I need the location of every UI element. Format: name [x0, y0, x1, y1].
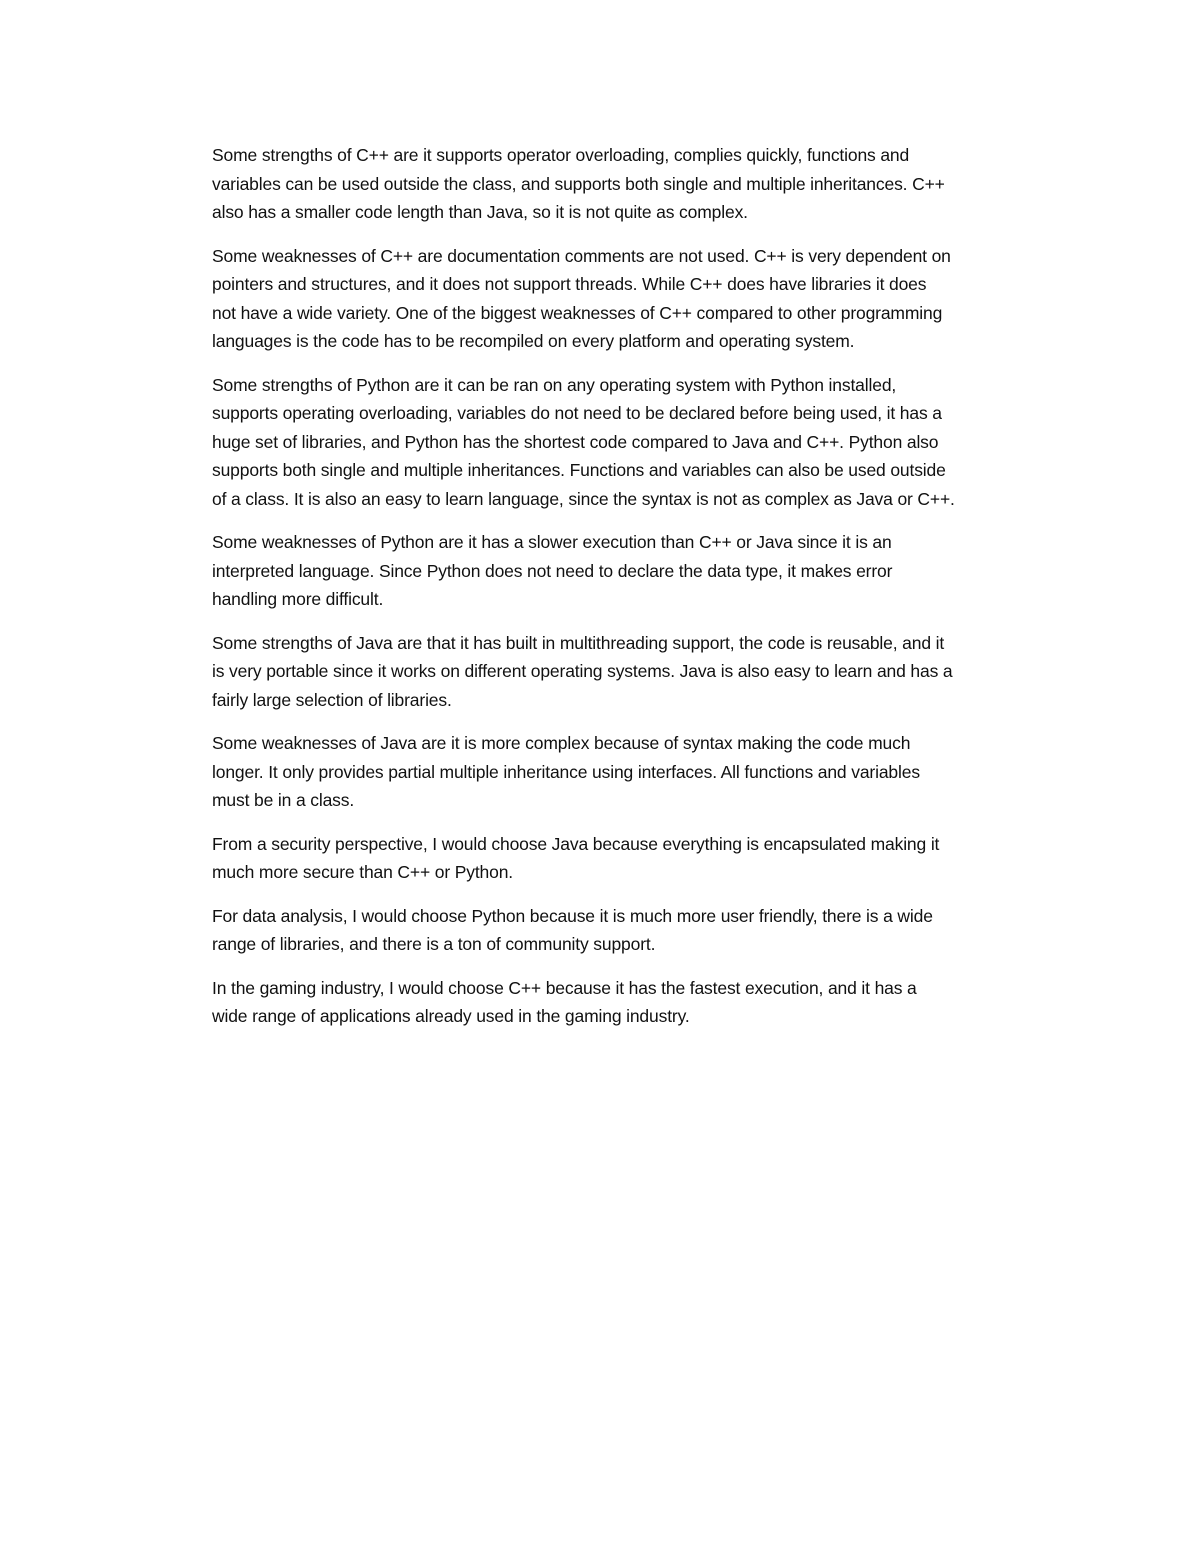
text-line: is very portable since it works on different operating systems. Java is also easy to learn and has a: [212, 661, 953, 681]
text-line: not have a wide variety. One of the biggest weaknesses of C++ compared to other programming: [212, 302, 943, 323]
text-line: Some strengths of C++ are it supports operator overloading, complies quickly, functions and: [212, 145, 910, 165]
paragraph-java-weaknesses: [212, 729, 1062, 815]
text-line: handling more difficult.: [212, 589, 384, 609]
text-line: Some strengths of Java are that it has built in multithreading support, the code is reusable, and it: [212, 632, 945, 653]
text-line: much more secure than C++ or Python.: [212, 862, 514, 882]
paragraph-python-strengths: [212, 371, 1062, 514]
text-line: Some weaknesses of C++ are documentation comments are not used. C++ is very dependent on: [212, 245, 951, 266]
text-line: wide range of applications already used in the gaming industry.: [212, 1006, 690, 1026]
text-line: Some strengths of Python are it can be ran on any operating system with Python installed,: [212, 374, 897, 395]
text-line: range of libraries, and there is a ton of community support.: [212, 934, 656, 954]
text-line: interpreted language. Since Python does not need to declare the data type, it makes error: [212, 560, 893, 581]
text-line: From a security perspective, I would choose Java because everything is encapsulated making it: [212, 833, 940, 854]
paragraph-python-weaknesses: [212, 528, 1062, 614]
paragraph-cpp-strengths: [212, 141, 1062, 227]
text-line: must be in a class.: [212, 790, 355, 810]
paragraph-data-analysis-choice: [212, 902, 1062, 959]
document-body: [212, 141, 1062, 1046]
paragraph-security-choice: [212, 830, 1062, 887]
text-line: In the gaming industry, I would choose C++ because it has the fastest execution, and it has a: [212, 977, 917, 998]
paragraph-java-strengths: [212, 629, 1062, 715]
text-line: variables can be used outside the class, and supports both single and multiple inheritances. C++: [212, 173, 945, 194]
text-line: also has a smaller code length than Java, so it is not quite as complex.: [212, 202, 748, 222]
text-line: supports both single and multiple inheritances. Functions and variables can also be used outside: [212, 460, 946, 480]
text-line: huge set of libraries, and Python has the shortest code compared to Java and C++. Python also: [212, 431, 939, 452]
text-line: supports operating overloading, variables do not need to be declared before being used, it has a: [212, 403, 942, 423]
text-line: For data analysis, I would choose Python because it is much more user friendly, there is a wide: [212, 905, 933, 926]
text-line: languages is the code has to be recompiled on every platform and operating system.: [212, 331, 855, 351]
text-line: longer. It only provides partial multiple inheritance using interfaces. All functions and variables: [212, 761, 920, 782]
paragraph-cpp-weaknesses: [212, 242, 1062, 356]
paragraph-gaming-choice: [212, 974, 1062, 1031]
text-line: pointers and structures, and it does not support threads. While C++ does have libraries it does: [212, 274, 927, 294]
text-line: fairly large selection of libraries.: [212, 689, 452, 710]
text-line: Some weaknesses of Java are it is more complex because of syntax making the code much: [212, 733, 911, 753]
text-line: of a class. It is also an easy to learn language, since the syntax is not as complex as Java or C++.: [212, 488, 955, 509]
text-line: Some weaknesses of Python are it has a slower execution than C++ or Java since it is an: [212, 532, 892, 552]
